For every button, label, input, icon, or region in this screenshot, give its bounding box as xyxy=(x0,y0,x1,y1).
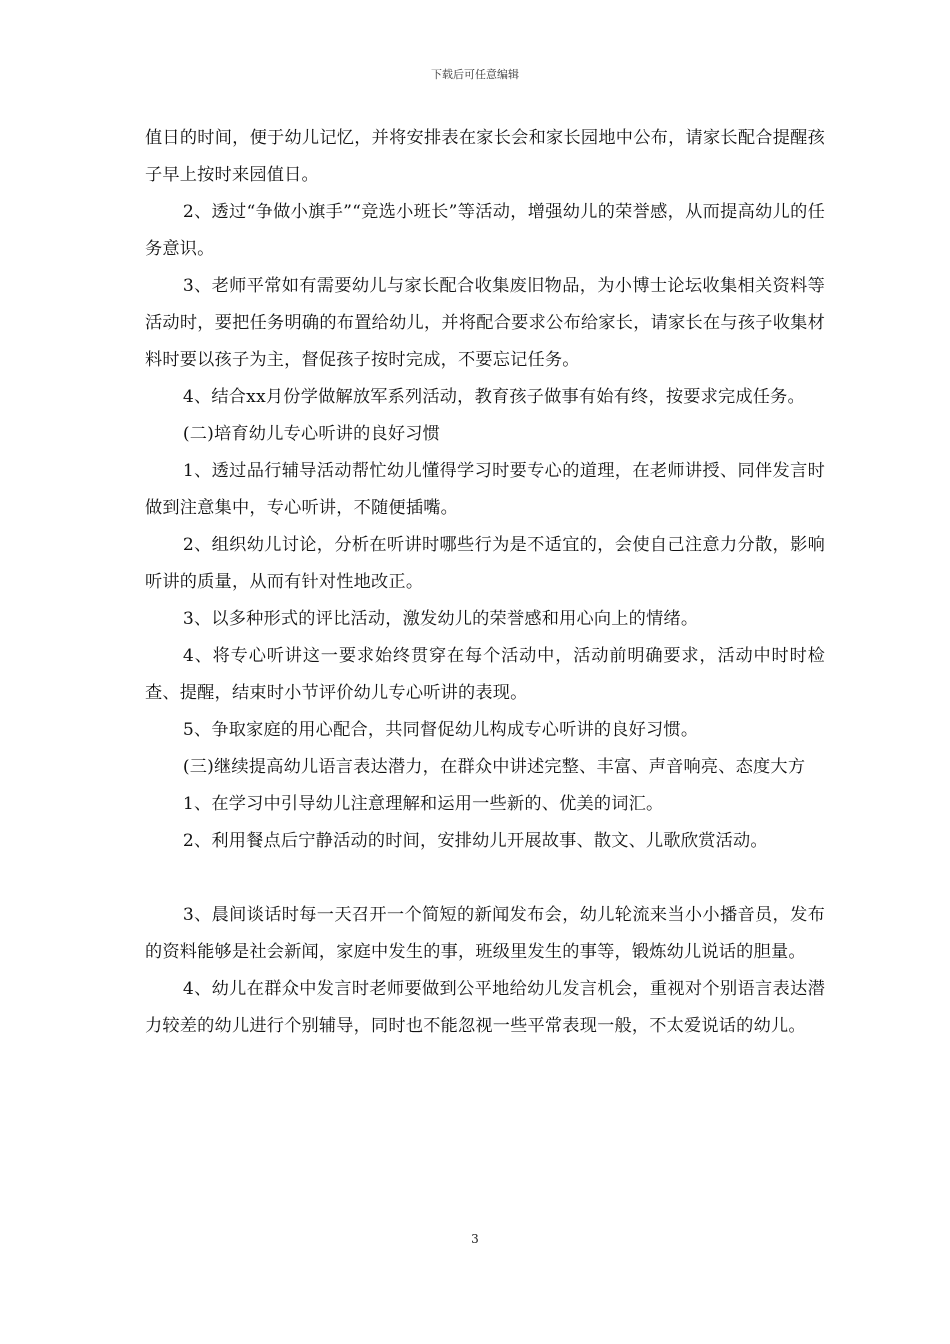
paragraph: 1、透过品行辅导活动帮忙幼儿懂得学习时要专心的道理，在老师讲授、同伴发言时做到注意集中，专心听讲，不随便插嘴。 xyxy=(145,461,825,518)
paragraph: 2、透过“争做小旗手”“竞选小班长”等活动，增强幼儿的荣誉感，从而提高幼儿的任务意识。 xyxy=(145,202,825,259)
section-heading: (二)培育幼儿专心听讲的良好习惯 xyxy=(182,424,441,444)
paragraph: 值日的时间，便于幼儿记忆，并将安排表在家长会和家长园地中公布，请家长配合提醒孩子早上按时来园值日。 xyxy=(145,128,825,185)
paragraph: 2、利用餐点后宁静活动的时间，安排幼儿开展故事、散文、儿歌欣赏活动。 xyxy=(182,831,768,851)
paragraph: 2、组织幼儿讨论，分析在听讲时哪些行为是不适宜的，会使自己注意力分散，影响听讲的质量，从而有针对性地改正。 xyxy=(145,535,825,592)
paragraph: 4、幼儿在群众中发言时老师要做到公平地给幼儿发言机会，重视对个别语言表达潜力较差的幼儿进行个别辅导，同时也不能忽视一些平常表现一般，不太爱说话的幼儿。 xyxy=(145,979,825,1036)
paragraph: 4、将专心听讲这一要求始终贯穿在每个活动中，活动前明确要求，活动中时时检查、提醒，结束时小节评价幼儿专心听讲的表现。 xyxy=(145,646,825,703)
paragraph: 3、晨间谈话时每一天召开一个简短的新闻发布会，幼儿轮流来当小小播音员，发布的资料能够是社会新闻，家庭中发生的事，班级里发生的事等，锻炼幼儿说话的胆量。 xyxy=(145,905,825,962)
page-header: 下载后可任意编辑 xyxy=(431,68,519,81)
section-heading: (三)继续提高幼儿语言表达潜力，在群众中讲述完整、丰富、声音响亮、态度大方 xyxy=(182,757,806,777)
paragraph: 4、结合xx月份学做解放军系列活动，教育孩子做事有始有终，按要求完成任务。 xyxy=(182,387,805,407)
paragraph: 3、老师平常如有需要幼儿与家长配合收集废旧物品，为小博士论坛收集相关资料等活动时，要把任务明确的布置给幼儿，并将配合要求公布给家长，请家长在与孩子收集材料时要以孩子为主，督促孩子按时完成，不要忘记任务。 xyxy=(145,276,825,370)
paragraph: 1、在学习中引导幼儿注意理解和运用一些新的、优美的词汇。 xyxy=(182,794,664,814)
paragraph: 5、争取家庭的用心配合，共同督促幼儿构成专心听讲的良好习惯。 xyxy=(182,720,699,740)
paragraph: 3、以多种形式的评比活动，激发幼儿的荣誉感和用心向上的情绪。 xyxy=(182,609,699,629)
document-body xyxy=(145,120,825,1045)
page-number: 3 xyxy=(471,1232,479,1246)
